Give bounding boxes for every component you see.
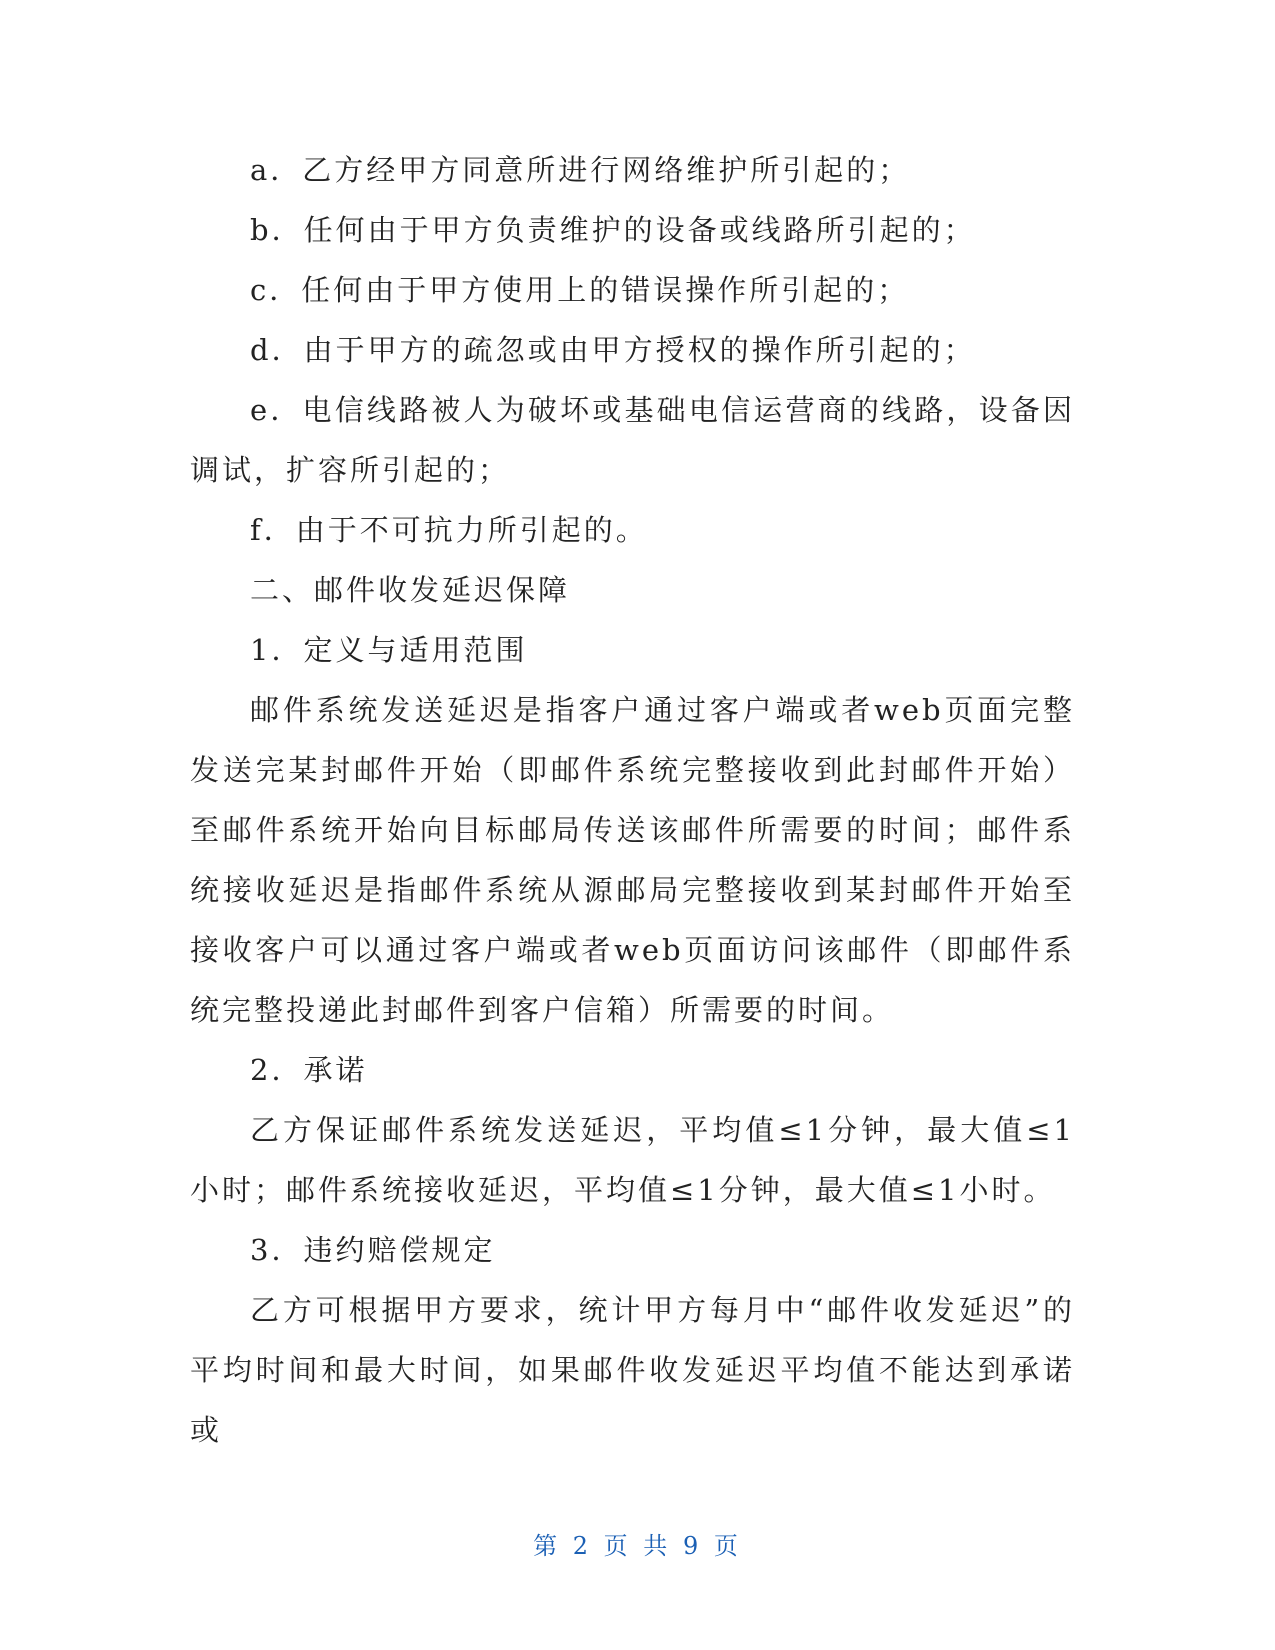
clause-c: c．任何由于甲方使用上的错误操作所引起的； (250, 273, 910, 307)
clause-e: e．电信线路被人为破坏或基础电信运营商的线路，设备因调试，扩容所引起的； (190, 393, 1075, 487)
clause-d: d．由于甲方的疏忽或由甲方授权的操作所引起的； (250, 333, 976, 367)
definition-paragraph: 邮件系统发送延迟是指客户通过客户端或者web页面完整发送完某封邮件开始（即邮件系统完整接收到此封邮件开始）至邮件系统开始向目标邮局传送该邮件所需要的时间；邮件系统接收延迟是指邮件系统从源邮局完整接收到某封邮件开始至接收客户可以通过客户端或者web页面访问该邮件（即邮件系统完整投递此封邮件到客户信箱）所需要的时间。 (190, 693, 1075, 1027)
subheading-compensation: 3．违约赔偿规定 (250, 1233, 496, 1267)
section-heading: 二、邮件收发延迟保障 (250, 573, 571, 607)
page-number: 第 2 页 共 9 页 (533, 1532, 742, 1560)
document-body (190, 140, 1075, 1460)
subheading-commitment: 2．承诺 (250, 1053, 368, 1087)
clause-a: a．乙方经甲方同意所进行网络维护所引起的； (250, 153, 911, 187)
commitment-paragraph: 乙方保证邮件系统发送延迟，平均值≤1分钟，最大值≤1小时；邮件系统接收延迟，平均值≤1分钟，最大值≤1小时。 (190, 1113, 1075, 1207)
subheading-definition: 1．定义与适用范围 (250, 633, 528, 667)
clause-f: f．由于不可抗力所引起的。 (250, 513, 648, 547)
clause-b: b．任何由于甲方负责维护的设备或线路所引起的； (250, 213, 976, 247)
compensation-paragraph: 乙方可根据甲方要求，统计甲方每月中“邮件收发延迟”的平均时间和最大时间，如果邮件收发延迟平均值不能达到承诺或 (190, 1293, 1075, 1447)
